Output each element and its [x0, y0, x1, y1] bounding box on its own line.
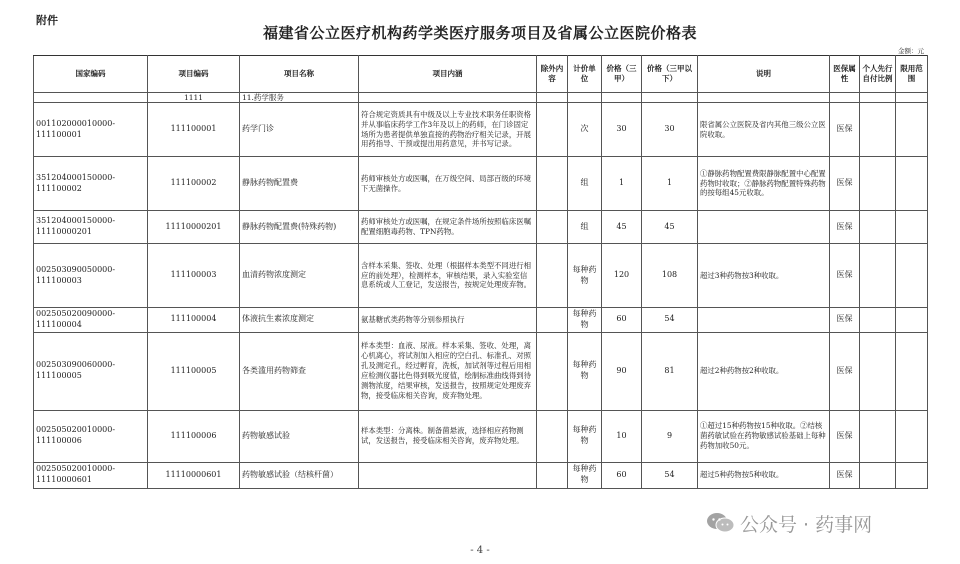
note-cell — [698, 211, 830, 244]
connotation-cell: 药师审核处方或医嘱，在规定条件场所按照临床医嘱配置细胞毒药物、TPN药物。 — [359, 211, 537, 244]
table-row — [34, 410, 928, 462]
excluded-cell — [537, 410, 568, 462]
unit-cell: 每种药物 — [568, 308, 602, 333]
item-code-cell: 111100002 — [148, 157, 240, 211]
wechat-icon — [706, 512, 736, 534]
note-cell: 超过3种药物按3种收取。 — [698, 244, 830, 308]
national-code-cell: 002505020010000-111100006 — [34, 410, 148, 462]
item-code-cell: 11110000601 — [148, 462, 240, 488]
table-row — [34, 462, 928, 488]
unit-cell: 次 — [568, 103, 602, 157]
item-name-cell: 静脉药物配置费 — [240, 157, 359, 211]
excluded-cell — [537, 308, 568, 333]
price-below-cell: 54 — [642, 462, 698, 488]
item-code-cell: 11110000201 — [148, 211, 240, 244]
price-tier3-cell: 30 — [602, 103, 642, 157]
table-row — [34, 244, 928, 308]
connotation-cell: 药师审核处方或医嘱，在万级空间、局部百级的环境下无菌操作。 — [359, 157, 537, 211]
price-table — [33, 55, 928, 489]
scope-cell — [896, 410, 928, 462]
price-below-cell: 1 — [642, 157, 698, 211]
self-pay-cell — [860, 410, 896, 462]
national-code-cell: 351204000150000-11110000201 — [34, 211, 148, 244]
attachment-label: 附件 — [36, 14, 58, 27]
insurance-cell: 医保 — [830, 410, 860, 462]
header-note: 说明 — [698, 56, 830, 93]
self-pay-cell — [860, 332, 896, 410]
self-pay-cell — [860, 462, 896, 488]
insurance-cell: 医保 — [830, 462, 860, 488]
header-item-name: 项目名称 — [240, 56, 359, 93]
scope-cell — [896, 462, 928, 488]
excluded-cell — [537, 462, 568, 488]
scope-cell — [896, 157, 928, 211]
excluded-cell — [537, 211, 568, 244]
connotation-cell: 含样本采集、签收、处理（根据样本类型不同进行相应的前处理），检测样本，审核结果，录入实验室信息系统或人工登记，发送报告，按规定处理废弃物。 — [359, 244, 537, 308]
excluded-cell — [537, 332, 568, 410]
insurance-cell: 医保 — [830, 332, 860, 410]
item-name-cell: 体液抗生素浓度测定 — [240, 308, 359, 333]
unit-cell: 组 — [568, 211, 602, 244]
item-code-cell: 111100003 — [148, 244, 240, 308]
header-connotation: 项目内涵 — [359, 56, 537, 93]
header-limited-scope: 限用范围 — [896, 56, 928, 93]
item-name-cell: 药物敏感试验（结核杆菌） — [240, 462, 359, 488]
price-below-cell: 54 — [642, 308, 698, 333]
page-title: 福建省公立医疗机构药学类医疗服务项目及省属公立医院价格表 — [262, 24, 697, 42]
unit-cell: 每种药物 — [568, 462, 602, 488]
excluded-cell — [537, 244, 568, 308]
self-pay-cell — [860, 103, 896, 157]
price-below-cell: 9 — [642, 410, 698, 462]
price-tier3-cell: 1 — [602, 157, 642, 211]
table-row — [34, 308, 928, 333]
watermark-text: 公众号 · 药事网 — [740, 513, 873, 536]
price-tier3-cell: 10 — [602, 410, 642, 462]
self-pay-cell — [860, 211, 896, 244]
note-cell — [698, 308, 830, 333]
price-tier3-cell: 90 — [602, 332, 642, 410]
self-pay-cell — [860, 308, 896, 333]
section-code: 1111 — [148, 93, 240, 103]
note-cell: 限省属公立医院及省内其他三级公立医院收取。 — [698, 103, 830, 157]
header-excluded: 除外内容 — [537, 56, 568, 93]
price-tier3-cell: 60 — [602, 462, 642, 488]
item-name-cell: 各类滥用药物筛查 — [240, 332, 359, 410]
header-insurance: 医保属性 — [830, 56, 860, 93]
table-row — [34, 332, 928, 410]
scope-cell — [896, 332, 928, 410]
connotation-cell: 符合规定资质具有中级及以上专业技术职务任职资格并从事临床药学工作3年及以上的药师，在门诊固定场所为患者提供单独直接的药物治疗相关记录，开展用药指导、干预或提出用药意见，并书写记录。 — [359, 103, 537, 157]
national-code-cell: 002503090060000-111100005 — [34, 332, 148, 410]
insurance-cell: 医保 — [830, 157, 860, 211]
item-code-cell: 111100005 — [148, 332, 240, 410]
section-row — [34, 93, 928, 103]
unit-cell: 每种药物 — [568, 410, 602, 462]
national-code-cell: 002505020090000-111100004 — [34, 308, 148, 333]
item-name-cell: 药学门诊 — [240, 103, 359, 157]
item-name-cell: 药物敏感试验 — [240, 410, 359, 462]
self-pay-cell — [860, 157, 896, 211]
header-unit: 计价单位 — [568, 56, 602, 93]
excluded-cell — [537, 157, 568, 211]
item-code-cell: 111100001 — [148, 103, 240, 157]
national-code-cell: 002503090050000-111100003 — [34, 244, 148, 308]
unit-cell: 组 — [568, 157, 602, 211]
national-code-cell: 002505020010000-11110000601 — [34, 462, 148, 488]
table-header-row — [34, 56, 928, 93]
scope-cell — [896, 103, 928, 157]
table-row — [34, 157, 928, 211]
scope-cell — [896, 244, 928, 308]
page-number: - 4 - — [470, 545, 490, 556]
national-code-cell: 001102000010000-111100001 — [34, 103, 148, 157]
unit-cell: 每种药物 — [568, 332, 602, 410]
header-price-tier3: 价格（三甲） — [602, 56, 642, 93]
header-price-below: 价格（三甲以下） — [642, 56, 698, 93]
insurance-cell: 医保 — [830, 308, 860, 333]
unit-cell: 每种药物 — [568, 244, 602, 308]
header-item-code: 项目编码 — [148, 56, 240, 93]
item-code-cell: 111100004 — [148, 308, 240, 333]
price-tier3-cell: 120 — [602, 244, 642, 308]
price-below-cell: 30 — [642, 103, 698, 157]
insurance-cell: 医保 — [830, 211, 860, 244]
insurance-cell: 医保 — [830, 103, 860, 157]
currency-unit: 金额：元 — [898, 47, 924, 55]
national-code-cell: 351204000150000-111100002 — [34, 157, 148, 211]
price-below-cell: 45 — [642, 211, 698, 244]
note-cell: ①静脉药物配置费限静脉配置中心配置药物时收取；②静脉药物配置特殊药物的按每组45元收取。 — [698, 157, 830, 211]
header-self-pay: 个人先行自付比例 — [860, 56, 896, 93]
header-national-code: 国家编码 — [34, 56, 148, 93]
item-name-cell: 静脉药物配置费(特殊药物) — [240, 211, 359, 244]
self-pay-cell — [860, 244, 896, 308]
price-below-cell: 81 — [642, 332, 698, 410]
price-below-cell: 108 — [642, 244, 698, 308]
table-row — [34, 103, 928, 157]
table-row — [34, 211, 928, 244]
item-code-cell: 111100006 — [148, 410, 240, 462]
insurance-cell: 医保 — [830, 244, 860, 308]
price-tier3-cell: 60 — [602, 308, 642, 333]
connotation-cell: 样本类型：分离株。制备菌悬液，选择相应药物测试，发送报告，接受临床相关咨询，废弃物处理。 — [359, 410, 537, 462]
note-cell: ①超过15种药物按15种收取。②结核菌药敏试验在药物敏感试验基础上每种药物加收50元。 — [698, 410, 830, 462]
scope-cell — [896, 211, 928, 244]
section-name: 11.药学服务 — [240, 93, 359, 103]
connotation-cell: 氨基糖甙类药物等分别参照执行 — [359, 308, 537, 333]
scope-cell — [896, 308, 928, 333]
item-name-cell: 血清药物浓度测定 — [240, 244, 359, 308]
excluded-cell — [537, 103, 568, 157]
note-cell: 超过2种药物按2种收取。 — [698, 332, 830, 410]
connotation-cell: 样本类型：血液、尿液。样本采集、签收、处理，离心机离心，将试剂加入相应的空白孔、标准孔、对照孔及测定孔，经过孵育，洗板，加试剂等过程后用相应检测仪器比色得到吸光度值，绘制标准曲线得到待测物浓度，结果审核，发送报告，按照规定处理废弃物，接受临床相关咨询，废弃物处理。 — [359, 332, 537, 410]
watermark — [706, 503, 936, 543]
note-cell: 超过5种药物按5种收取。 — [698, 462, 830, 488]
connotation-cell — [359, 462, 537, 488]
price-tier3-cell: 45 — [602, 211, 642, 244]
